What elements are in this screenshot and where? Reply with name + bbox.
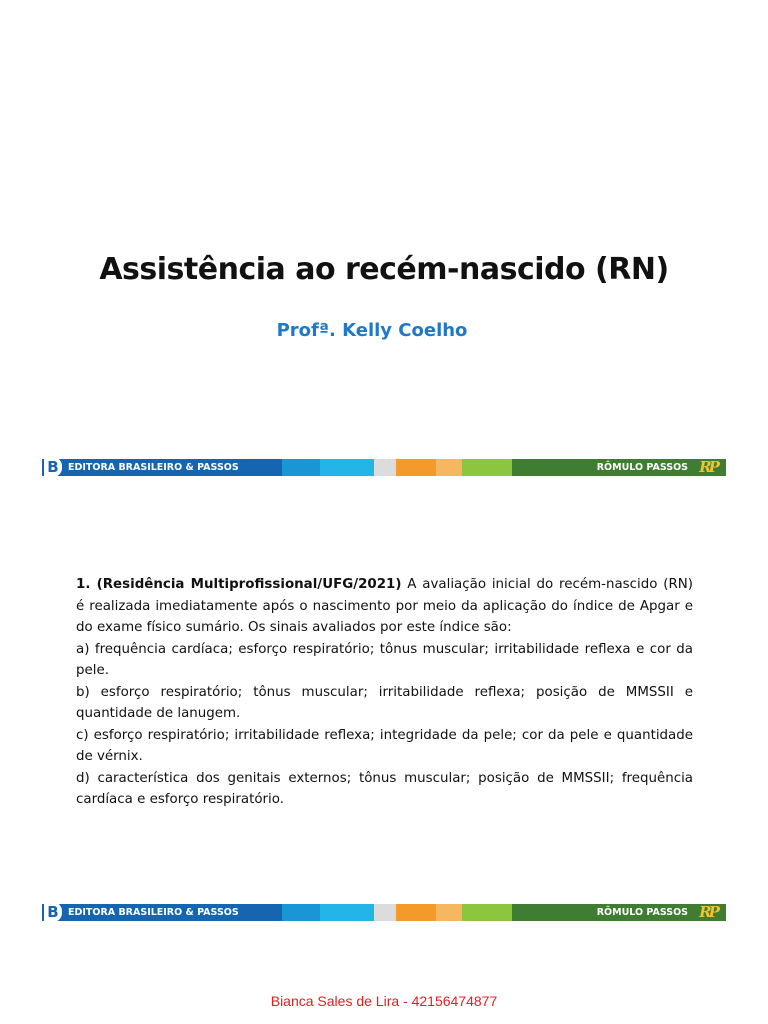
banner-blue-segment <box>42 904 282 921</box>
watermark-footer: Bianca Sales de Lira - 42156474877 <box>270 993 498 1009</box>
banner-orange-segment <box>396 459 436 476</box>
banner-gray-segment <box>374 904 396 921</box>
banner-light-cyan-segment <box>320 459 374 476</box>
question-block <box>76 574 693 811</box>
banner-publisher-text: EDITORA BRASILEIRO & PASSOS <box>68 462 239 473</box>
banner-light-orange-segment <box>436 904 462 921</box>
editora-logo-icon: B <box>44 902 62 922</box>
editora-logo-icon: B <box>44 457 62 477</box>
option-b: b) esforço respiratório; tônus muscular; irritabilidade reflexa; posição de MMSSII e quantidade de lanugem. <box>76 684 693 721</box>
banner-cyan-segment <box>282 459 320 476</box>
option-c: c) esforço respiratório; irritabilidade reflexa; integridade da pele; cor da pele e quantidade de vérnix. <box>76 727 693 764</box>
banner-cyan-segment <box>282 904 320 921</box>
romulo-passos-logo-icon: RP <box>699 458 717 476</box>
question-text: A avaliação inicial do recém-nascido (RN) é realizada imediatamente após o nascimento por meio da aplicação do índice de Apgar e do exame físico sumário. Os sinais avaliados por este índice são: <box>76 577 694 635</box>
option-d: d) característica dos genitais externos; tônus muscular; posição de MMSSII; frequência cardíaca e esforço respiratório. <box>76 770 693 807</box>
banner-author-text: RÔMULO PASSOS <box>596 907 688 918</box>
banner-lime-segment <box>462 904 512 921</box>
banner-gray-segment <box>374 459 396 476</box>
banner-green-segment <box>512 904 726 921</box>
publisher-banner-bottom <box>42 904 726 921</box>
banner-orange-segment <box>396 904 436 921</box>
publisher-banner-top <box>42 459 726 476</box>
banner-lime-segment <box>462 459 512 476</box>
banner-publisher-text: EDITORA BRASILEIRO & PASSOS <box>68 907 239 918</box>
banner-light-cyan-segment <box>320 904 374 921</box>
option-a: a) frequência cardíaca; esforço respiratório; tônus muscular; irritabilidade reflexa e cor da pele. <box>76 641 693 678</box>
question-label: 1. (Residência Multiprofissional/UFG/2021) <box>76 577 402 592</box>
romulo-passos-logo-icon: RP <box>699 903 717 921</box>
question-stem <box>76 574 693 639</box>
slide-title: Assistência ao recém-nascido (RN) <box>99 252 669 287</box>
banner-author-text: RÔMULO PASSOS <box>596 462 688 473</box>
banner-light-orange-segment <box>436 459 462 476</box>
banner-blue-segment <box>42 459 282 476</box>
banner-green-segment <box>512 459 726 476</box>
author-name: Profª. Kelly Coelho <box>276 320 468 341</box>
